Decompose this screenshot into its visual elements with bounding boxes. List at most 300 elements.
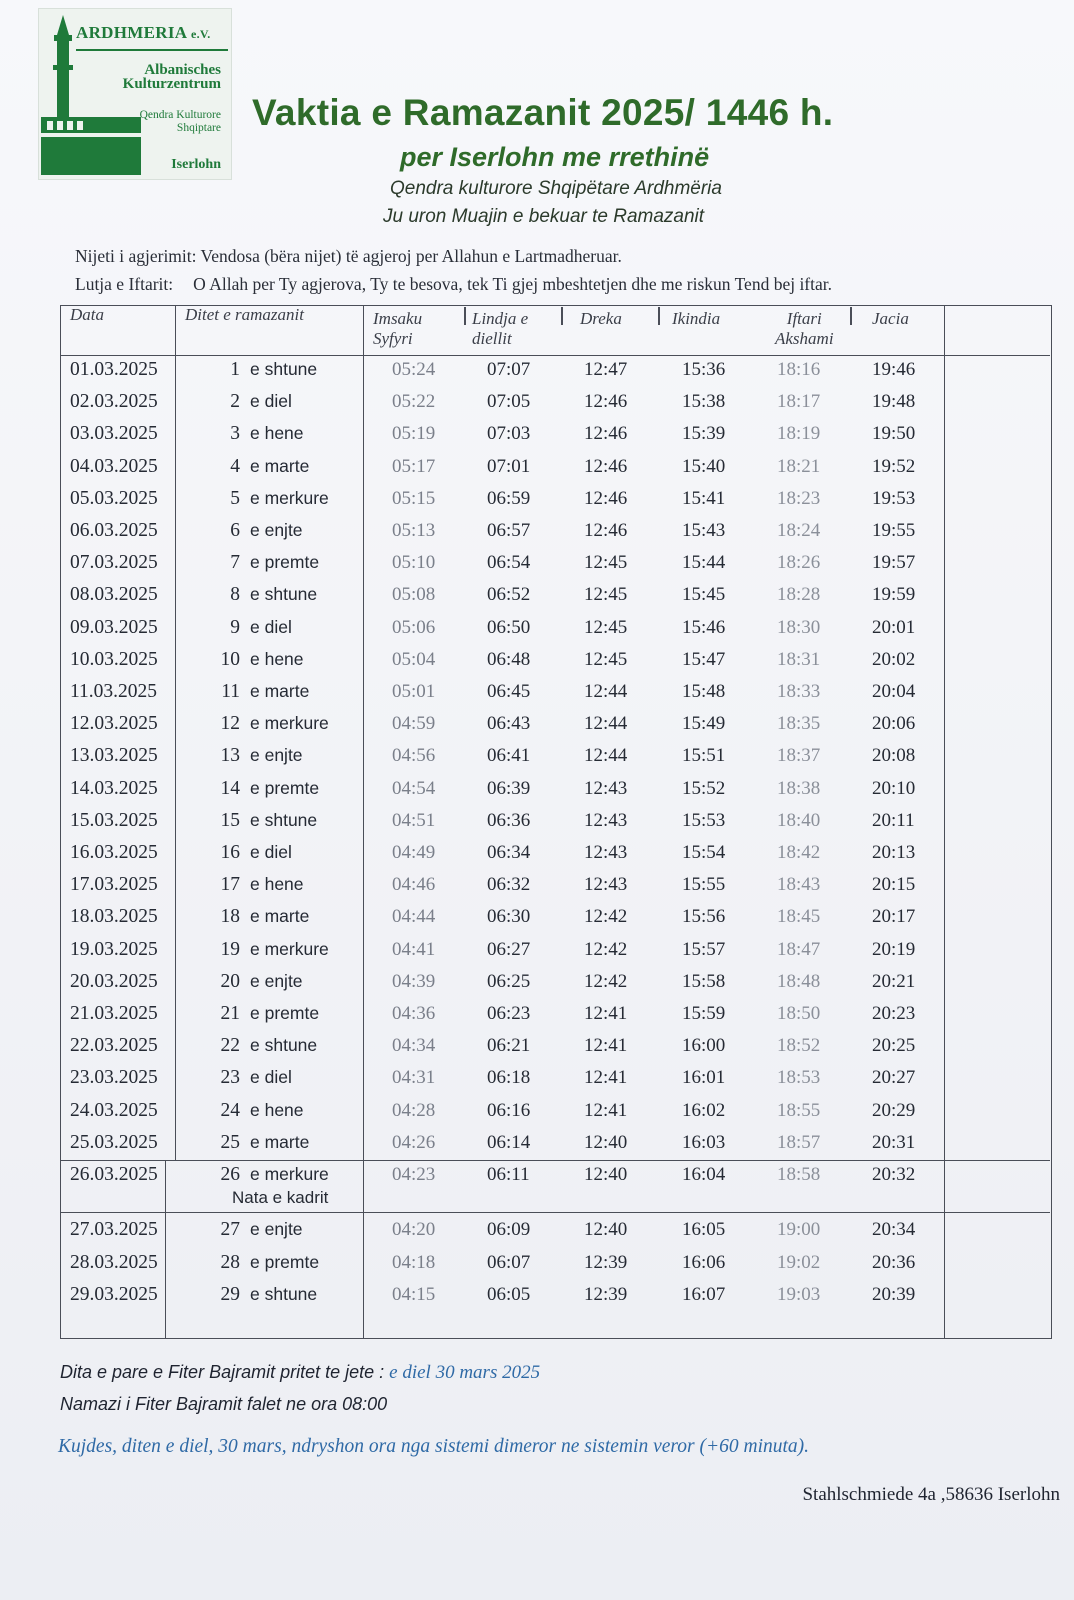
cell-iftar: 18:42: [777, 842, 821, 863]
cell-day: e enjte: [250, 520, 303, 540]
cell-sunrise: 06:30: [487, 906, 531, 928]
header-tick: [850, 307, 852, 325]
cell-iftar: 18:37: [777, 745, 821, 767]
cell-asr: 15:46: [682, 616, 726, 638]
cell-num: 17: [220, 874, 240, 896]
cell-day: e shtune: [250, 584, 318, 605]
dst-warning: Kujdes, diten e diel, 30 mars, ndryshon ora nga sistemi dimeror ne sistemin veror (+60 minuta).: [58, 1436, 810, 1457]
cell-day: e marte: [250, 1131, 310, 1152]
logo-city: Iserlohn: [171, 157, 221, 172]
greeting-line: Ju uron Muajin e bekuar te Ramazanit: [383, 206, 705, 227]
cell-num: 9: [230, 616, 240, 638]
cell-isha: 20:19: [872, 938, 916, 960]
cell-imsak: 04:15: [392, 1284, 436, 1305]
cell-sunrise: 06:57: [487, 520, 531, 541]
cell-dhuhr: 12:46: [584, 487, 628, 509]
cell-date: 19.03.2025: [70, 938, 158, 960]
cell-asr: 15:56: [682, 906, 726, 928]
cell-sunrise: 07:03: [487, 423, 531, 445]
cell-asr: 15:54: [682, 842, 726, 863]
cell-date: 21.03.2025: [70, 1003, 158, 1024]
cell-dhuhr: 12:41: [584, 1099, 628, 1121]
cell-iftar: 18:55: [777, 1099, 821, 1121]
table-row: [60, 999, 1050, 1032]
table-row: [60, 1031, 1050, 1064]
cell-imsak: 05:08: [392, 584, 436, 606]
cell-sunrise: 07:05: [487, 391, 531, 413]
cell-date: 13.03.2025: [70, 745, 158, 767]
cell-isha: 19:46: [872, 359, 916, 380]
table-row: [60, 1063, 1050, 1096]
cell-num: 27: [220, 1219, 240, 1240]
table-row: [60, 613, 1050, 646]
cell-sunrise: 06:25: [487, 970, 531, 992]
cell-day: e hene: [250, 423, 304, 444]
table-row: [60, 1248, 1050, 1281]
cell-iftar: 18:45: [777, 906, 821, 928]
table-row: [60, 1160, 1050, 1207]
header-sunrise: Lindja e diellit: [472, 309, 529, 348]
cell-isha: 20:21: [872, 970, 916, 992]
cell-date: 24.03.2025: [70, 1099, 158, 1121]
logo-line-sq: Qendra Kulturore Shqiptare: [139, 109, 221, 134]
cell-iftar: 18:35: [777, 713, 821, 735]
cell-dhuhr: 12:46: [584, 391, 628, 413]
table-row: [60, 935, 1050, 968]
cell-imsak: 05:24: [392, 359, 436, 380]
cell-dhuhr: 12:47: [584, 359, 628, 380]
cell-day: e merkure: [250, 938, 329, 959]
cell-sunrise: 06:34: [487, 842, 531, 863]
cell-sunrise: 06:11: [487, 1164, 530, 1185]
table-row: [60, 870, 1050, 903]
cell-dhuhr: 12:44: [584, 713, 628, 735]
cell-sunrise: 06:05: [487, 1284, 531, 1305]
cell-isha: 20:25: [872, 1035, 916, 1057]
cell-day: e diel: [250, 842, 292, 862]
cell-date: 25.03.2025: [70, 1131, 158, 1153]
cell-iftar: 18:38: [777, 777, 821, 799]
cell-isha: 20:23: [872, 1003, 916, 1024]
cell-sunrise: 06:16: [487, 1099, 531, 1121]
cell-iftar: 18:33: [777, 681, 821, 702]
cell-asr: 15:55: [682, 874, 726, 896]
cell-day: e marte: [250, 681, 310, 701]
table-row: [60, 1096, 1050, 1129]
table-row: [60, 838, 1050, 871]
cell-day: e marte: [250, 455, 310, 476]
cell-asr: 16:05: [682, 1219, 726, 1240]
cell-dhuhr: 12:42: [584, 970, 628, 992]
cell-imsak: 04:49: [392, 842, 436, 863]
cell-num: 12: [220, 713, 240, 735]
cell-sunrise: 06:41: [487, 745, 531, 767]
cell-dhuhr: 12:45: [584, 584, 628, 606]
table-row: [60, 484, 1050, 517]
cell-isha: 20:11: [872, 809, 915, 831]
cell-asr: 15:45: [682, 584, 726, 606]
cell-sunrise: 06:36: [487, 809, 531, 831]
cell-dhuhr: 12:43: [584, 874, 628, 896]
cell-asr: 15:41: [682, 487, 726, 509]
cell-num: 23: [220, 1067, 240, 1089]
cell-note: Nata e kadrit: [232, 1188, 329, 1207]
cell-asr: 15:58: [682, 970, 726, 992]
cell-isha: 19:55: [872, 520, 916, 541]
cell-num: 18: [220, 906, 240, 928]
table-row: [60, 741, 1050, 774]
cell-asr: 15:36: [682, 359, 726, 380]
cell-isha: 20:13: [872, 842, 916, 863]
page-subtitle: per Iserlohn me rrethinë: [400, 142, 710, 172]
cell-asr: 15:53: [682, 809, 726, 831]
cell-dhuhr: 12:45: [584, 648, 628, 670]
table-row: [60, 452, 1050, 485]
cell-num: 19: [220, 938, 240, 960]
cell-imsak: 05:06: [392, 616, 436, 638]
cell-sunrise: 06:09: [487, 1219, 531, 1240]
cell-isha: 20:02: [872, 648, 916, 670]
cell-imsak: 04:46: [392, 874, 436, 896]
fasting-intention: Nijeti i agjerimit: Vendosa (bëra nijet) të agjeroj per Allahun e Lartmadheruar.: [75, 246, 622, 266]
cell-sunrise: 06:14: [487, 1131, 531, 1153]
cell-sunrise: 06:07: [487, 1251, 531, 1273]
table-row: [60, 677, 1050, 710]
cell-day: e marte: [250, 906, 310, 927]
cell-date: 10.03.2025: [70, 648, 158, 670]
org-line: Qendra kulturore Shqipëtare Ardhmëria: [390, 178, 722, 199]
cell-imsak: 04:31: [392, 1067, 436, 1089]
cell-num: 21: [220, 1003, 240, 1024]
cell-dhuhr: 12:46: [584, 423, 628, 445]
cell-dhuhr: 12:46: [584, 520, 628, 541]
cell-date: 09.03.2025: [70, 616, 158, 638]
cell-sunrise: 06:54: [487, 552, 531, 574]
cell-asr: 15:52: [682, 777, 726, 799]
cell-date: 12.03.2025: [70, 713, 158, 735]
cell-imsak: 04:41: [392, 938, 436, 960]
cell-asr: 16:00: [682, 1035, 726, 1057]
cell-dhuhr: 12:46: [584, 455, 628, 477]
header-asr: Ikindia: [672, 309, 721, 328]
cell-day: e merkure: [250, 713, 329, 734]
cell-isha: 20:10: [872, 777, 916, 799]
header-isha: Jacia: [872, 309, 909, 328]
cell-dhuhr: 12:43: [584, 842, 628, 863]
cell-dhuhr: 12:44: [584, 745, 628, 767]
cell-num: 7: [230, 552, 240, 574]
cell-imsak: 05:15: [392, 487, 436, 509]
cell-isha: 19:53: [872, 487, 916, 509]
cell-date: 11.03.2025: [70, 681, 158, 702]
cell-sunrise: 07:07: [487, 359, 531, 380]
header-iftar: Iftari Akshami: [775, 309, 834, 348]
cell-date: 14.03.2025: [70, 777, 158, 799]
cell-day: e hene: [250, 1099, 304, 1120]
header-days: Ditet e ramazanit: [185, 305, 304, 324]
cell-iftar: 19:00: [777, 1219, 821, 1240]
cell-sunrise: 06:48: [487, 648, 531, 670]
cell-date: 05.03.2025: [70, 487, 158, 509]
header-tick: [658, 307, 660, 325]
cell-date: 06.03.2025: [70, 520, 158, 541]
iftar-prayer-text: O Allah per Ty agjerova, Ty te besova, tek Ti gjej mbeshtetjen dhe me riskun Tend bej iftar.: [193, 274, 833, 294]
cell-num: 22: [220, 1035, 240, 1057]
cell-dhuhr: 12:41: [584, 1067, 628, 1089]
cell-iftar: 18:23: [777, 487, 821, 509]
cell-iftar: 18:50: [777, 1003, 821, 1024]
cell-date: 17.03.2025: [70, 874, 158, 896]
cell-imsak: 04:28: [392, 1099, 436, 1121]
cell-imsak: 05:13: [392, 520, 436, 541]
table-row: [60, 580, 1050, 613]
cell-imsak: 05:10: [392, 552, 436, 574]
table-row: [60, 967, 1050, 1000]
cell-day: e hene: [250, 648, 304, 669]
cell-imsak: 05:22: [392, 391, 436, 413]
table-row: [60, 1215, 1050, 1248]
cell-date: 03.03.2025: [70, 423, 158, 445]
cell-sunrise: 06:52: [487, 584, 531, 606]
cell-imsak: 04:54: [392, 777, 436, 799]
header-imsak: Imsaku Syfyri: [373, 309, 423, 348]
cell-iftar: 19:03: [777, 1284, 821, 1305]
cell-num: 1: [230, 359, 240, 380]
iftar-prayer: [75, 274, 832, 295]
cell-asr: 16:04: [682, 1164, 726, 1185]
cell-imsak: 04:34: [392, 1035, 436, 1057]
cell-num: 3: [230, 423, 240, 445]
table-row: [60, 1280, 1050, 1313]
cell-imsak: 04:18: [392, 1251, 436, 1273]
cell-sunrise: 06:39: [487, 777, 531, 799]
cell-date: 26.03.2025: [70, 1164, 158, 1185]
cell-asr: 15:44: [682, 552, 726, 574]
cell-num: 25: [220, 1131, 240, 1153]
cell-date: 01.03.2025: [70, 359, 158, 380]
cell-asr: 15:38: [682, 391, 726, 413]
cell-asr: 15:43: [682, 520, 726, 541]
cell-num: 15: [220, 809, 240, 831]
cell-imsak: 04:51: [392, 809, 436, 831]
iftar-prayer-label: Lutja e Iftarit:: [75, 274, 174, 294]
cell-date: 07.03.2025: [70, 552, 158, 574]
cell-isha: 19:50: [872, 423, 916, 445]
cell-isha: 20:34: [872, 1219, 916, 1240]
cell-iftar: 18:17: [777, 391, 821, 413]
cell-isha: 20:39: [872, 1284, 916, 1305]
cell-day: e diel: [250, 616, 292, 637]
logo-line-de: Albanisches Kulturzentrum: [122, 62, 221, 92]
cell-isha: 20:08: [872, 745, 916, 767]
cell-day: e enjte: [250, 745, 303, 766]
header-tick: [561, 307, 563, 325]
cell-day: e shtune: [250, 1284, 318, 1304]
cell-date: 16.03.2025: [70, 842, 158, 863]
cell-num: 29: [220, 1284, 240, 1305]
cell-isha: 20:31: [872, 1131, 916, 1153]
cell-asr: 15:48: [682, 681, 726, 702]
header-dhuhr: Dreka: [580, 309, 622, 328]
cell-dhuhr: 12:41: [584, 1035, 628, 1057]
cell-asr: 15:59: [682, 1003, 726, 1024]
cell-date: 28.03.2025: [70, 1251, 158, 1273]
cell-day: e shtune: [250, 359, 318, 379]
cell-asr: 15:39: [682, 423, 726, 445]
cell-sunrise: 06:32: [487, 874, 531, 896]
cell-date: 18.03.2025: [70, 906, 158, 928]
cell-iftar: 18:16: [777, 359, 821, 380]
cell-day: e premte: [250, 552, 320, 573]
cell-date: 08.03.2025: [70, 584, 158, 606]
cell-asr: 15:57: [682, 938, 726, 960]
table-row: [60, 419, 1050, 452]
cell-iftar: 18:52: [777, 1035, 821, 1057]
table-row: [60, 355, 1050, 388]
cell-dhuhr: 12:41: [584, 1003, 628, 1024]
cell-iftar: 19:02: [777, 1251, 821, 1273]
cell-iftar: 18:31: [777, 648, 821, 670]
cell-imsak: 05:17: [392, 455, 436, 477]
cell-day: e premte: [250, 1251, 320, 1272]
cell-asr: 16:06: [682, 1251, 726, 1273]
cell-imsak: 04:44: [392, 906, 436, 928]
cell-iftar: 18:19: [777, 423, 821, 445]
cell-num: 24: [220, 1099, 240, 1121]
page-title: Vaktia e Ramazanit 2025/ 1446 h.: [252, 92, 834, 133]
logo-org-name: ARDHMERIA e.V.: [76, 23, 211, 42]
cell-num: 4: [230, 455, 240, 477]
cell-asr: 15:49: [682, 713, 726, 735]
cell-date: 23.03.2025: [70, 1067, 158, 1089]
cell-day: e shtune: [250, 809, 318, 830]
cell-iftar: 18:53: [777, 1067, 821, 1089]
cell-sunrise: 06:43: [487, 713, 531, 735]
cell-imsak: 04:36: [392, 1003, 436, 1024]
cell-asr: 15:47: [682, 648, 726, 670]
cell-imsak: 04:26: [392, 1131, 436, 1153]
cell-isha: 19:48: [872, 391, 916, 413]
cell-date: 20.03.2025: [70, 970, 158, 992]
cell-num: 13: [220, 745, 240, 767]
cell-num: 28: [220, 1251, 240, 1273]
cell-dhuhr: 12:42: [584, 906, 628, 928]
cell-asr: 16:03: [682, 1131, 726, 1153]
cell-sunrise: 06:23: [487, 1003, 531, 1024]
table-row: [60, 709, 1050, 742]
cell-isha: 20:01: [872, 616, 916, 638]
header-date: Data: [70, 305, 104, 324]
cell-day: e shtune: [250, 1035, 318, 1056]
cell-isha: 19:52: [872, 455, 916, 477]
cell-dhuhr: 12:40: [584, 1164, 628, 1185]
cell-asr: 16:02: [682, 1099, 726, 1121]
cell-isha: 20:36: [872, 1251, 916, 1273]
cell-iftar: 18:48: [777, 970, 821, 992]
cell-asr: 15:40: [682, 455, 726, 477]
cell-num: 11: [221, 681, 240, 702]
cell-isha: 19:59: [872, 584, 916, 606]
cell-iftar: 18:43: [777, 874, 821, 896]
cell-day: e premte: [250, 777, 320, 798]
cell-num: 5: [230, 487, 240, 509]
cell-dhuhr: 12:39: [584, 1251, 628, 1273]
cell-date: 27.03.2025: [70, 1219, 158, 1240]
cell-imsak: 05:04: [392, 648, 436, 670]
cell-num: 26: [220, 1164, 240, 1185]
cell-sunrise: 06:21: [487, 1035, 531, 1057]
cell-iftar: 18:57: [777, 1131, 821, 1153]
cell-day: e enjte: [250, 970, 303, 991]
table-row: [60, 645, 1050, 678]
cell-dhuhr: 12:45: [584, 616, 628, 638]
table-row: [60, 387, 1050, 420]
cell-iftar: 18:21: [777, 455, 821, 477]
cell-dhuhr: 12:45: [584, 552, 628, 574]
cell-sunrise: 06:59: [487, 487, 531, 509]
cell-day: e merkure: [250, 487, 329, 508]
cell-iftar: 18:47: [777, 938, 821, 960]
cell-asr: 15:51: [682, 745, 726, 767]
table-row: [60, 774, 1050, 807]
cell-isha: 20:27: [872, 1067, 916, 1089]
cell-date: 29.03.2025: [70, 1284, 158, 1305]
bajram-date: e diel 30 mars 2025: [389, 1362, 541, 1383]
cell-num: 16: [220, 842, 240, 863]
cell-date: 22.03.2025: [70, 1035, 158, 1057]
cell-imsak: 04:39: [392, 970, 436, 992]
row-divider: [60, 1212, 1050, 1213]
cell-date: 04.03.2025: [70, 455, 158, 477]
cell-dhuhr: 12:42: [584, 938, 628, 960]
table-row: [60, 516, 1050, 549]
cell-imsak: 04:23: [392, 1164, 436, 1185]
cell-imsak: 04:59: [392, 713, 436, 735]
cell-sunrise: 06:18: [487, 1067, 531, 1089]
address: Stahlschmiede 4a ,58636 Iserlohn: [802, 1484, 1060, 1505]
cell-num: 6: [230, 520, 240, 541]
ardhmeria-logo: [38, 8, 232, 180]
bajram-prayer-time: Namazi i Fiter Bajramit falet ne ora 08:00: [60, 1394, 388, 1414]
table-row: [60, 806, 1050, 839]
cell-dhuhr: 12:43: [584, 777, 628, 799]
cell-num: 8: [230, 584, 240, 606]
cell-iftar: 18:28: [777, 584, 821, 606]
cell-iftar: 18:40: [777, 809, 821, 831]
cell-day: e diel: [250, 1067, 292, 1088]
cell-iftar: 18:58: [777, 1164, 821, 1185]
cell-imsak: 05:19: [392, 423, 436, 445]
cell-isha: 20:15: [872, 874, 916, 896]
table-row: [60, 548, 1050, 581]
cell-dhuhr: 12:39: [584, 1284, 628, 1305]
cell-imsak: 04:56: [392, 745, 436, 767]
cell-num: 2: [230, 391, 240, 413]
cell-day: e premte: [250, 1003, 320, 1023]
cell-dhuhr: 12:40: [584, 1131, 628, 1153]
cell-day: e diel: [250, 391, 292, 412]
cell-day: e enjte: [250, 1219, 303, 1239]
cell-sunrise: 06:45: [487, 681, 531, 702]
table-row: [60, 902, 1050, 935]
cell-sunrise: 06:50: [487, 616, 531, 638]
cell-num: 10: [220, 648, 240, 670]
cell-date: 15.03.2025: [70, 809, 158, 831]
cell-iftar: 18:30: [777, 616, 821, 638]
header-tick: [464, 307, 466, 325]
cell-dhuhr: 12:44: [584, 681, 628, 702]
cell-day: e merkure: [250, 1164, 329, 1184]
